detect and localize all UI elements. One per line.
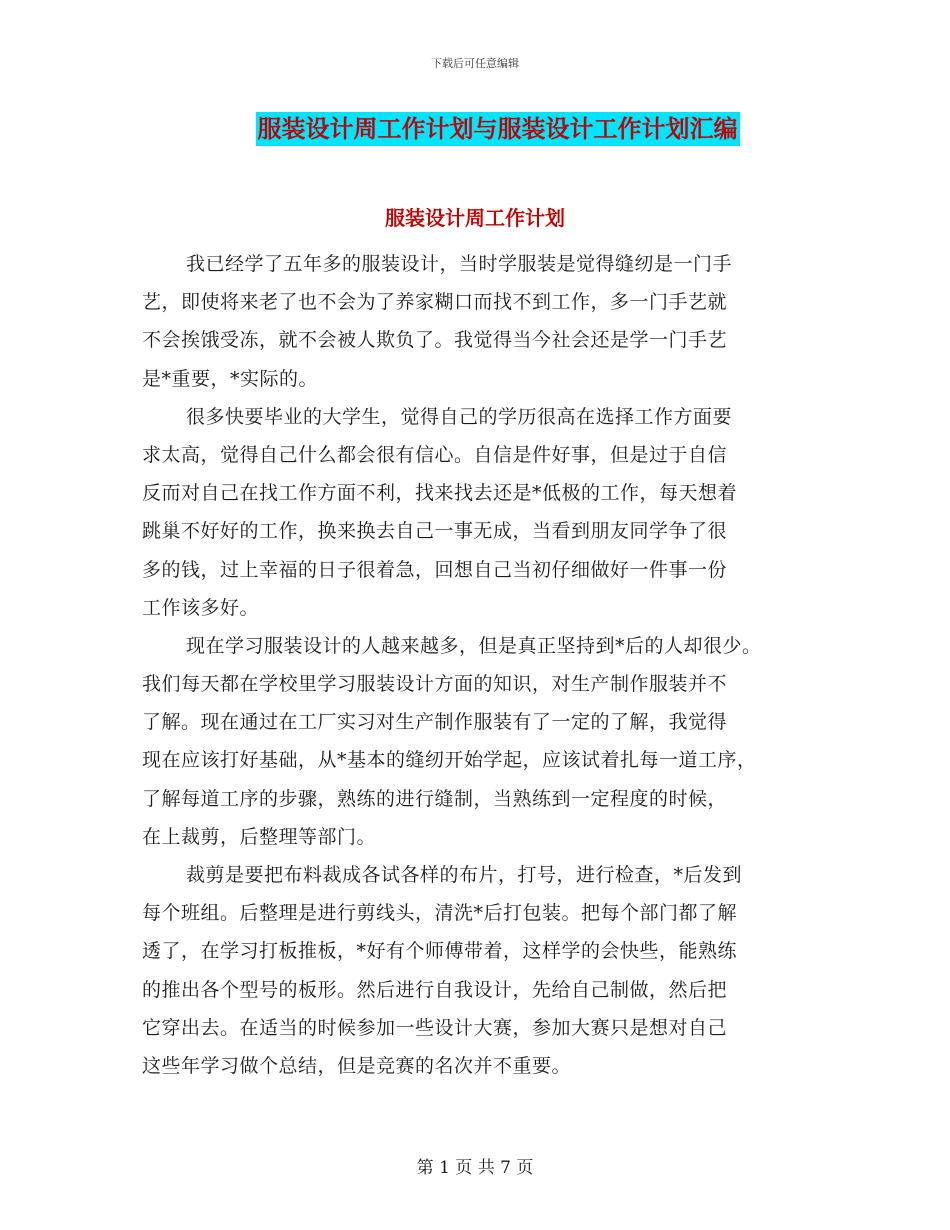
- header-note: 下载后可任意编辑: [431, 57, 519, 70]
- text-line: 我已经学了五年多的服装设计，当时学服装是觉得缝纫是一门手: [186, 253, 733, 275]
- section-title: 服装设计周工作计划: [385, 206, 565, 230]
- text-line: 很多快要毕业的大学生，觉得自己的学历很高在选择工作方面要: [186, 405, 733, 428]
- text-line: 每个班组。后整理是进行剪线头，清洗*后打包装。把每个部门都了解: [142, 902, 738, 925]
- main-title: 服装设计周工作计划与服装设计工作计划汇编: [256, 112, 740, 146]
- text-line: 裁剪是要把布料裁成各试各样的布片，打号，进行检查，*后发到: [186, 864, 743, 886]
- text-line: 是*重要，*实际的。: [142, 367, 319, 390]
- text-line: 了解每道工序的步骤，熟练的进行缝制，当熟练到一定程度的时候，: [142, 787, 728, 810]
- text-line: 工作该多好。: [142, 596, 260, 619]
- main-title-wrap: [0, 112, 950, 146]
- text-line: 艺，即使将来老了也不会为了养家糊口而找不到工作，多一门手艺就: [142, 291, 728, 314]
- text-line: 多的钱，过上幸福的日子很着急，回想自己当初仔细做好一件事一份: [142, 558, 728, 581]
- text-line: 求太高，觉得自己什么都会很有信心。自信是件好事，但是过于自信: [142, 443, 728, 466]
- text-line: 这些年学习做个总结，但是竞赛的名次并不重要。: [142, 1054, 572, 1077]
- paragraph-1: [142, 245, 812, 398]
- text-line: 的推出各个型号的板形。然后进行自我设计，先给自己制做，然后把: [142, 978, 728, 1001]
- paragraph-2: [142, 398, 812, 627]
- text-line: 不会挨饿受冻，就不会被人欺负了。我觉得当今社会还是学一门手艺: [142, 329, 728, 352]
- page-footer: 第 1 页 共 7 页: [416, 1158, 534, 1178]
- paragraph-3: [142, 627, 812, 856]
- text-line: 现在应该打好基础，从*基本的缝纫开始学起，应该试着扎每一道工序，: [142, 749, 757, 772]
- text-line: 在上裁剪，后整理等部门。: [142, 825, 377, 848]
- body-text: [142, 245, 812, 1085]
- text-line: 透了，在学习打板推板，*好有个师傅带着，这样学的会快些，能熟练: [142, 940, 738, 963]
- text-line: 了解。现在通过在工厂实习对生产制作服装有了一定的了解，我觉得: [142, 711, 728, 734]
- paragraph-4: [142, 856, 812, 1085]
- text-line: 它穿出去。在适当的时候参加一些设计大赛，参加大赛只是想对自己: [142, 1016, 728, 1039]
- text-line: 跳巢不好好的工作，换来换去自己一事无成，当看到朋友同学争了很: [142, 520, 728, 543]
- text-line: 现在学习服装设计的人越来越多，但是真正坚持到*后的人却很少。: [186, 634, 762, 657]
- text-line: 我们每天都在学校里学习服装设计方面的知识，对生产制作服装并不: [142, 673, 728, 696]
- text-line: 反而对自己在找工作方面不利，找来找去还是*低极的工作，每天想着: [142, 482, 738, 505]
